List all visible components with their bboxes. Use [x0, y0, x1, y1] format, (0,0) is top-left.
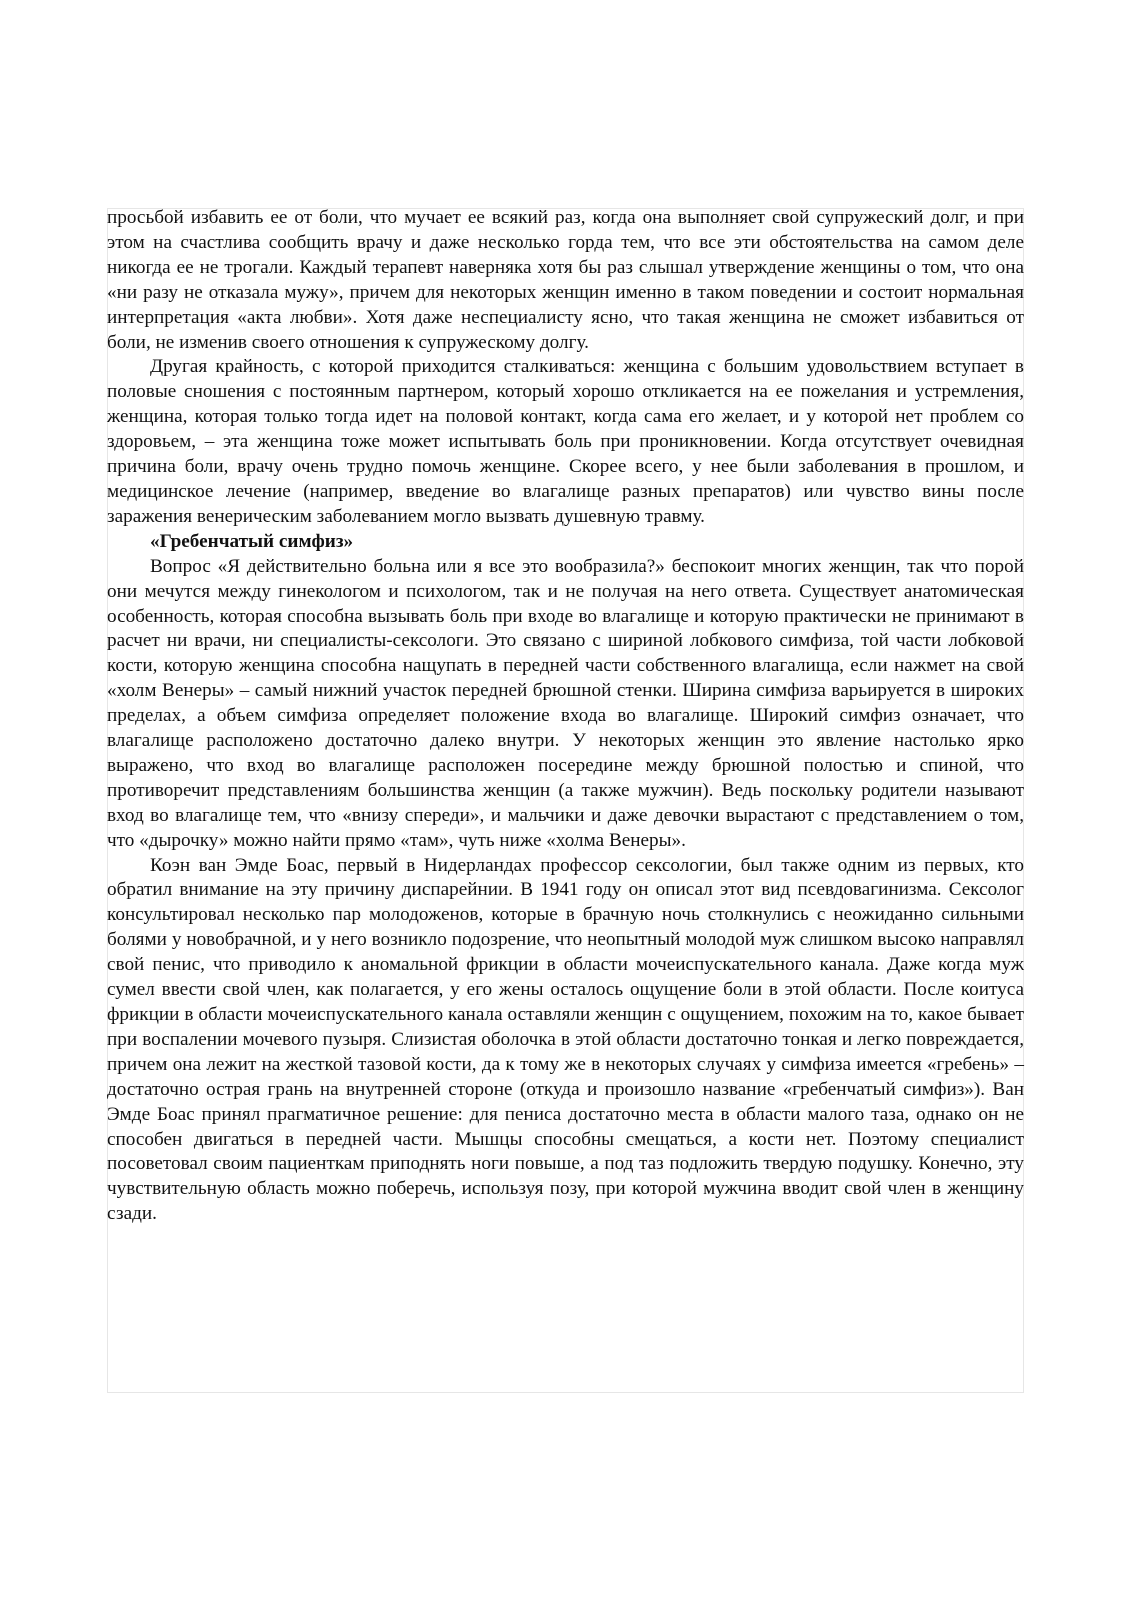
section-heading: «Гребенчатый симфиз» — [150, 530, 354, 552]
paragraph-symphysis: Вопрос «Я действительно больна или я все это вообразила?» беспокоит многих женщин, так что порой они мечутся между гинекологом и психологом, так и не получая на него ответа. Существует анатомическая особенность, которая способна вызывать боль при входе во влагалище и которую практически не принимают в расчет ни врачи, ни специалисты-сексологи. Это связано с шириной лобкового симфиза, той части лобковой кости, которую женщина способна нащупать в передней части собственного влагалища, если нажмет на свой «холм Венеры» – самый нижний участок передней брюшной стенки. Ширина симфиза варьируется в широких пределах, а объем симфиза определяет положение входа во влагалище. Широкий симфиз означает, что влагалище расположено достаточно далеко внутри. У некоторых женщин это явление настолько ярко выражено, что вход во влагалище расположен посередине между брюшной полостью и спиной, что противоречит представлениям большинства женщин (а также мужчин). Ведь поскольку родители называют вход во влагалище тем, что «внизу спереди», и мальчики и даже девочки вырастают с представлением о том, что «дырочку» можно найти прямо «там», чуть ниже «холма Венеры». — [107, 555, 1024, 851]
paragraph-van-emde-boas: Коэн ван Эмде Боас, первый в Нидерландах профессор сексологии, был также одним из первых, кто обратил внимание на эту причину диспарейнии. В 1941 году он описал этот вид псевдовагинизма. Сексолог консультировал несколько пар молодоженов, которые в брачную ночь столкнулись с неожиданно сильными болями у новобрачной, и у него возникло подозрение, что неопытный молодой муж слишком высоко направлял свой пенис, что приводило к аномальной фрикции в области мочеиспускательного канала. Даже когда муж сумел ввести свой член, как полагается, у его жены осталось ощущение боли в этой области. После коитуса фрикции в области мочеиспускательного канала оставляли женщин с ощущением, похожим на то, какое бывает при воспалении мочевого пузыря. Слизистая оболочка в этой области достаточно тонкая и легко повреждается, причем она лежит на жесткой тазовой кости, да к тому же в некоторых случаях у симфиза имеется «гребень» – достаточно острая грань на внутренней стороне (откуда и произошло название «гребенчатый симфиз»). Ван Эмде Боас принял прагматичное решение: для пениса достаточно места в области малого таза, однако он не способен двигаться в передней части. Мышцы способны смещаться, а кости нет. Поэтому специалист посоветовал своим пациенткам приподнять ноги повыше, а под таз подложить твердую подушку. Конечно, эту чувствительную область можно поберечь, используя позу, при которой мужчина вводит свой член в женщину сзади. — [107, 854, 1024, 1225]
document-body — [107, 206, 1024, 1227]
paragraph-continuation: просьбой избавить ее от боли, что мучает ее всякий раз, когда она выполняет свой супружеский долг, и при этом на счастлива сообщить врачу и даже несколько горда тем, что все эти обстоятельства на самом деле никогда ее не трогали. Каждый терапевт наверняка хотя бы раз слышал утверждение женщины о том, что она «ни разу не отказала мужу», причем для некоторых женщин именно в таком поведении и состоит нормальная интерпретация «акта любви». Хотя даже неспециалисту ясно, что такая женщина не сможет избавиться от боли, не изменив своего отношения к супружескому долгу. — [107, 207, 1024, 353]
paragraph-other-extreme: Другая крайность, с которой приходится сталкиваться: женщина с большим удовольствием вступает в половые сношения с постоянным партнером, который хорошо откликается на ее пожелания и устремления, женщина, которая только тогда идет на половой контакт, когда сама его желает, и у которой нет проблем со здоровьем, – эта женщина тоже может испытывать боль при проникновении. Когда отсутствует очевидная причина боли, врачу очень трудно помочь женщине. Скорее всего, у нее были заболевания в прошлом, и медицинское лечение (например, введение во влагалище разных препаратов) или чувство вины после заражения венерическим заболеванием могло вызвать душевную травму. — [107, 356, 1024, 527]
